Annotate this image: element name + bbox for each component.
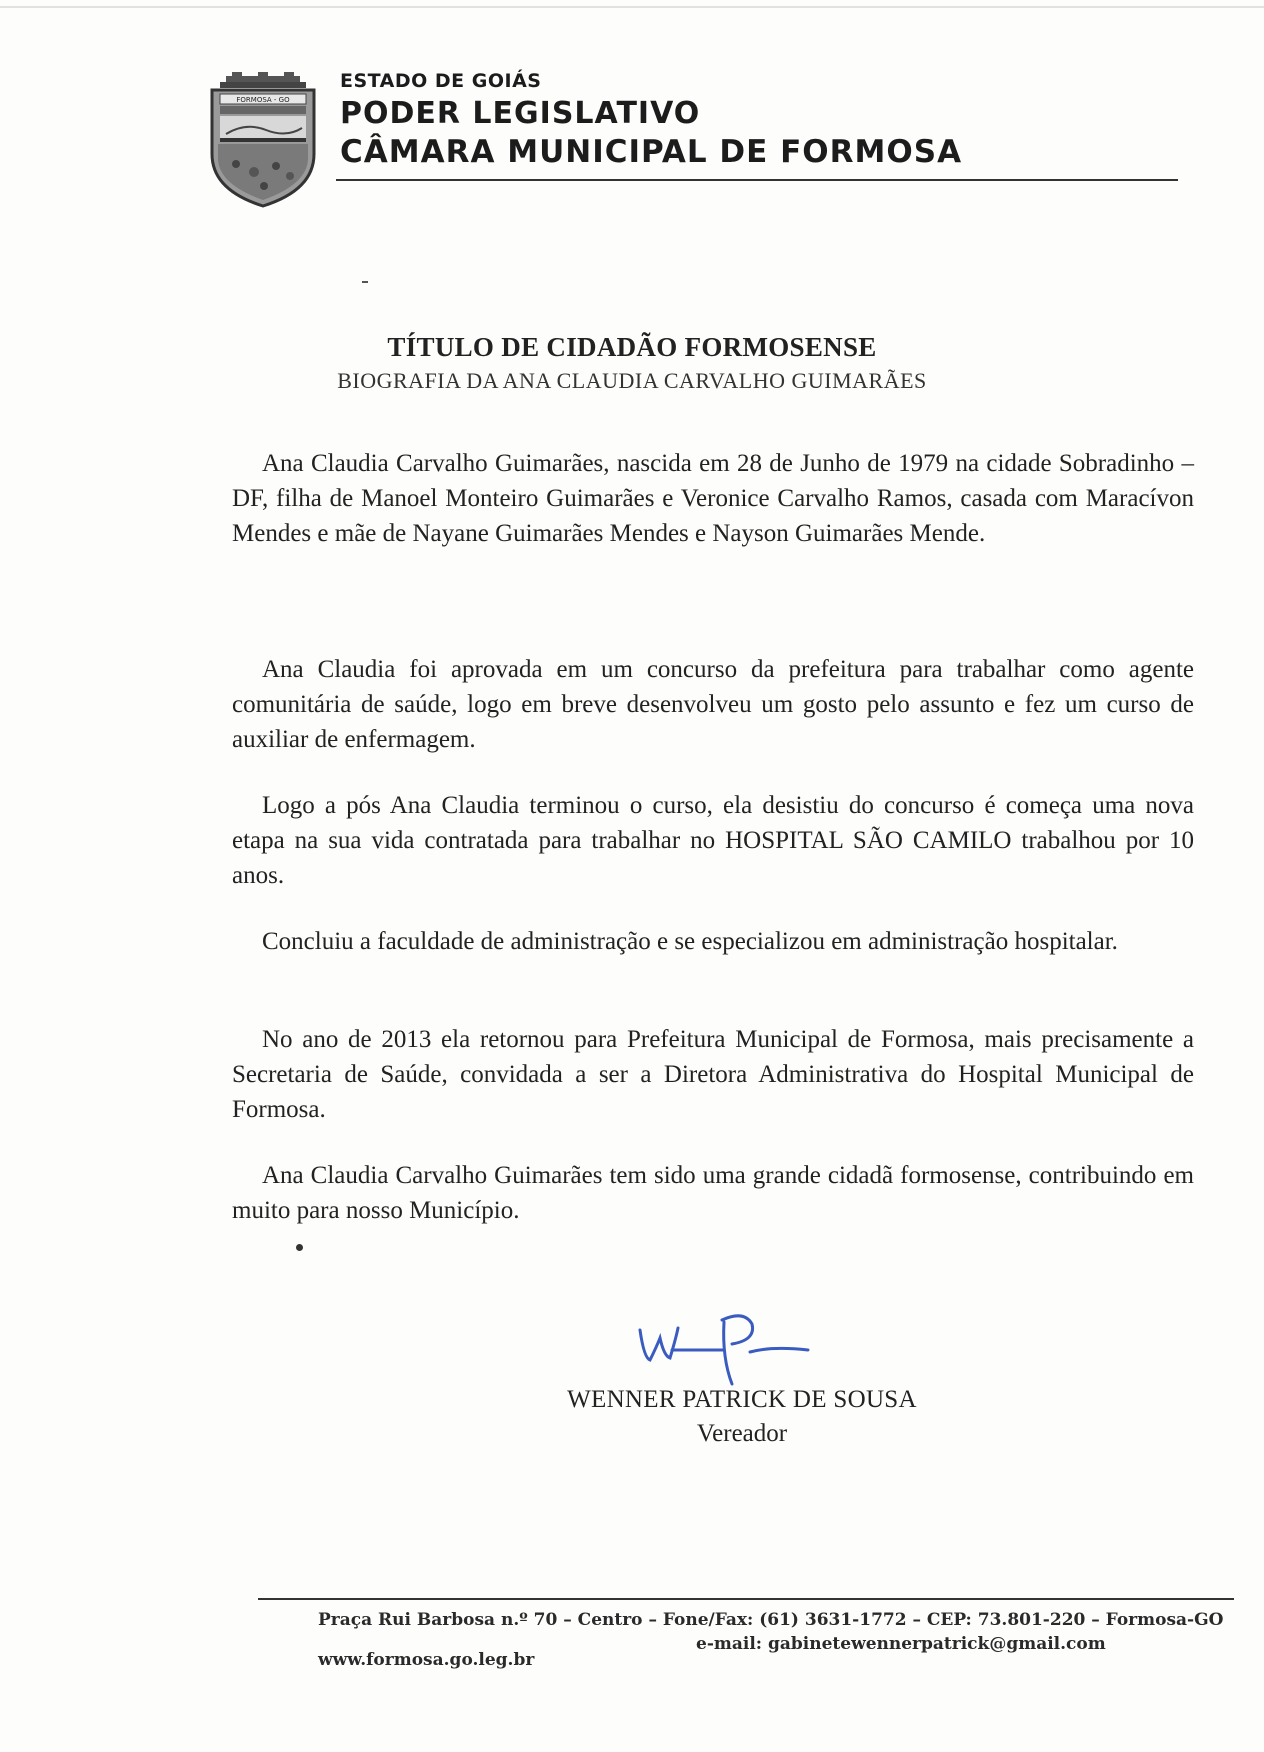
paragraph-return: No ano de 2013 ela retornou para Prefeitura Municipal de Formosa, mais precisamente a Secretaria de Saúde, convidada a ser a Diretora Administrativa do Hospital Municipal de Formosa. — [232, 1026, 1194, 1123]
paragraph-hospital: Logo a pós Ana Claudia terminou o curso, ela desistiu do concurso é começa uma nova etapa na sua vida contratada para trabalhar no HOSPITAL SÃO CAMILO trabalhou por 10 anos. — [232, 792, 1194, 889]
scan-edge-line — [0, 6, 1264, 8]
municipal-crest-icon — [206, 72, 320, 208]
paragraph-education: Concluiu a faculdade de administração e se especializou em administração hospitalar. — [262, 928, 1118, 955]
ink-dot — [296, 1244, 303, 1251]
header-chamber: CÂMARA MUNICIPAL DE FORMOSA — [340, 134, 963, 170]
header-state: ESTADO DE GOIÁS — [340, 70, 542, 92]
paragraph-birth: Ana Claudia Carvalho Guimarães, nascida em 28 de Junho de 1979 na cidade Sobradinho – DF, filha de Manoel Monteiro Guimarães e Veronice Carvalho Ramos, casada com Maracívon Mendes e mãe de Nayane Guimarães Mendes e Nayson Guimarães Mende. — [232, 450, 1194, 547]
crest-text: FORMOSA - GO — [236, 96, 290, 104]
footer-divider — [258, 1598, 1234, 1600]
document-subtitle: BIOGRAFIA DA ANA CLAUDIA CARVALHO GUIMARÃES — [337, 368, 927, 393]
footer-email[interactable]: e-mail: gabinetewennerpatrick@gmail.com — [696, 1634, 1106, 1654]
signer-role: Vereador — [696, 1420, 788, 1447]
paragraph-career-start: Ana Claudia foi aprovada em um concurso da prefeitura para trabalhar como agente comunitária de saúde, logo em breve desenvolveu um gosto pelo assunto e fez um curso de auxiliar de enfermagem. — [232, 656, 1194, 753]
footer-website[interactable]: www.formosa.go.leg.br — [318, 1650, 535, 1670]
document-title: TÍTULO DE CIDADÃO FORMOSENSE — [387, 332, 877, 362]
footer-address: Praça Rui Barbosa n.º 70 – Centro – Fone/Fax: (61) 3631-1772 – CEP: 73.801-220 – Formosa-GO — [318, 1610, 1224, 1630]
header-divider — [336, 179, 1178, 181]
signer-name: WENNER PATRICK DE SOUSA — [567, 1386, 917, 1413]
header-power: PODER LEGISLATIVO — [340, 96, 701, 131]
handwritten-signature — [632, 1308, 822, 1388]
paragraph-closing: Ana Claudia Carvalho Guimarães tem sido uma grande cidadã formosense, contribuindo em muito para nosso Município. — [232, 1162, 1194, 1224]
scan-mark — [362, 281, 368, 283]
